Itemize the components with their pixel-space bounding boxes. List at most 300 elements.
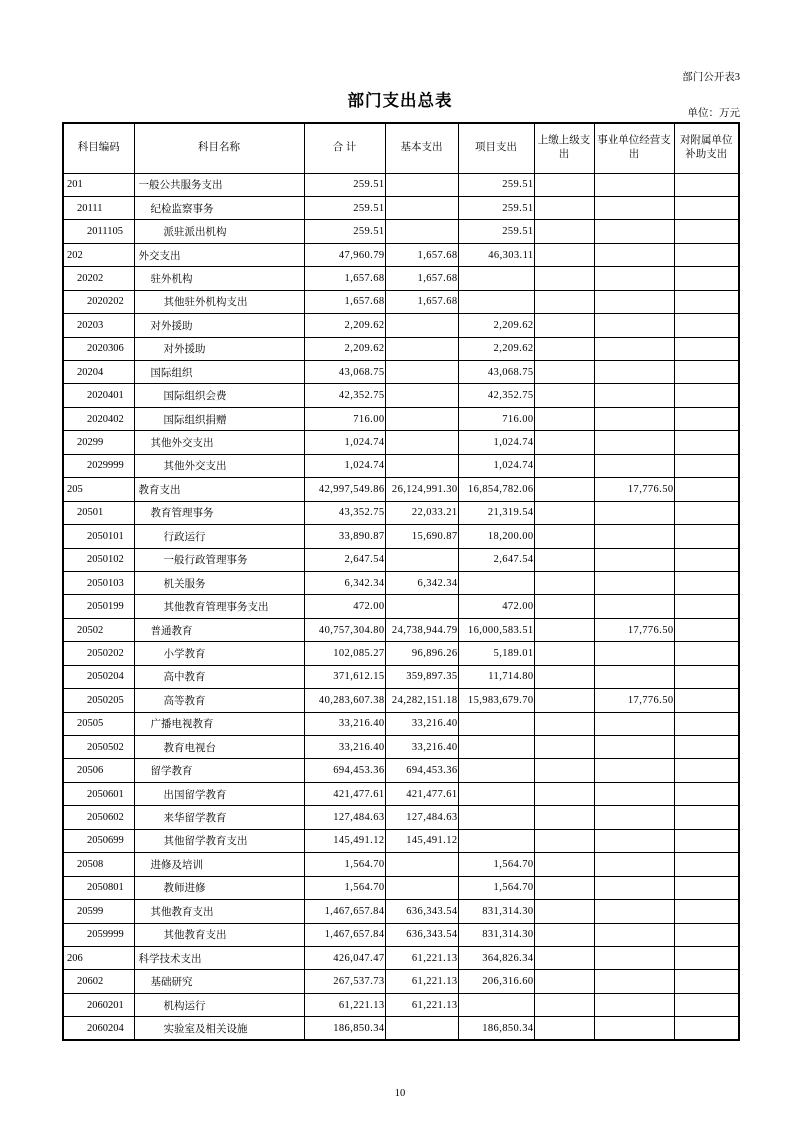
cell-project: 2,647.54 [458,548,534,571]
cell-basic [385,384,458,407]
cell-operating: 17,776.50 [594,478,674,501]
cell-basic: 26,124,991.30 [385,478,458,501]
cell-operating [594,900,674,923]
cell-name: 出国留学教育 [134,782,304,805]
cell-total: 426,047.47 [304,946,385,969]
cell-upper [534,923,594,946]
cell-total: 259.51 [304,196,385,219]
cell-total: 371,612.15 [304,665,385,688]
table-row [63,595,739,618]
expenditure-table [62,122,740,1041]
cell-subsidy [674,829,739,852]
cell-name: 来华留学教育 [134,806,304,829]
cell-code: 2050602 [63,806,134,829]
cell-name: 进修及培训 [134,853,304,876]
cell-basic [385,853,458,876]
cell-project: 15,983,679.70 [458,689,534,712]
cell-code: 20501 [63,501,134,524]
cell-subsidy [674,946,739,969]
cell-basic [385,431,458,454]
cell-project: 716.00 [458,407,534,430]
cell-upper [534,548,594,571]
cell-name: 基础研究 [134,970,304,993]
cell-operating [594,407,674,430]
cell-subsidy [674,853,739,876]
cell-subsidy [674,876,739,899]
cell-basic [385,196,458,219]
cell-subsidy [674,665,739,688]
cell-upper [534,900,594,923]
cell-subsidy [674,478,739,501]
cell-operating [594,454,674,477]
cell-name: 教育电视台 [134,736,304,759]
cell-total: 33,890.87 [304,525,385,548]
cell-project: 1,564.70 [458,853,534,876]
doc-label: 部门公开表3 [682,72,740,83]
table-row [63,689,739,712]
cell-code: 2050103 [63,571,134,594]
cell-upper [534,571,594,594]
cell-upper [534,806,594,829]
cell-project [458,806,534,829]
cell-code: 2011105 [63,220,134,243]
cell-subsidy [674,618,739,641]
cell-project: 259.51 [458,220,534,243]
table-row [63,267,739,290]
cell-total: 43,352.75 [304,501,385,524]
cell-project: 1,564.70 [458,876,534,899]
cell-subsidy [674,642,739,665]
cell-subsidy [674,970,739,993]
cell-operating [594,384,674,407]
cell-name: 其他驻外机构支出 [134,290,304,313]
table-row [63,876,739,899]
cell-basic [385,173,458,196]
cell-project: 259.51 [458,173,534,196]
cell-total: 1,564.70 [304,876,385,899]
cell-subsidy [674,501,739,524]
cell-upper [534,618,594,641]
cell-code: 2029999 [63,454,134,477]
cell-name: 实验室及相关设施 [134,1017,304,1040]
cell-code: 2050204 [63,665,134,688]
cell-subsidy [674,361,739,384]
cell-upper [534,1017,594,1040]
table-row [63,454,739,477]
cell-operating [594,548,674,571]
cell-upper [534,501,594,524]
cell-upper [534,220,594,243]
cell-code: 205 [63,478,134,501]
cell-subsidy [674,571,739,594]
cell-name: 纪检监察事务 [134,196,304,219]
cell-upper [534,361,594,384]
cell-total: 1,564.70 [304,853,385,876]
cell-basic: 1,657.68 [385,243,458,266]
cell-project [458,993,534,1016]
cell-basic [385,337,458,360]
table-row [63,712,739,735]
cell-upper [534,876,594,899]
cell-basic [385,1017,458,1040]
cell-subsidy [674,384,739,407]
column-header-code: 科目编码 [63,123,134,173]
cell-basic: 15,690.87 [385,525,458,548]
cell-operating [594,243,674,266]
cell-total: 259.51 [304,173,385,196]
cell-subsidy [674,290,739,313]
cell-operating [594,923,674,946]
cell-subsidy [674,736,739,759]
cell-project: 2,209.62 [458,337,534,360]
column-header-operating: 事业单位经营支出 [594,123,674,173]
cell-basic: 61,221.13 [385,993,458,1016]
cell-total: 145,491.12 [304,829,385,852]
cell-operating [594,736,674,759]
cell-project: 5,189.01 [458,642,534,665]
cell-basic [385,548,458,571]
cell-total: 259.51 [304,220,385,243]
cell-code: 2060204 [63,1017,134,1040]
cell-operating [594,431,674,454]
cell-project: 11,714.80 [458,665,534,688]
cell-project: 2,209.62 [458,314,534,337]
cell-total: 1,024.74 [304,431,385,454]
cell-code: 2050801 [63,876,134,899]
cell-code: 20602 [63,970,134,993]
cell-basic: 33,216.40 [385,736,458,759]
cell-subsidy [674,782,739,805]
cell-operating [594,1017,674,1040]
cell-subsidy [674,220,739,243]
cell-basic [385,454,458,477]
cell-upper [534,829,594,852]
cell-name: 其他留学教育支出 [134,829,304,852]
cell-total: 42,352.75 [304,384,385,407]
column-header-upper: 上缴上级支出 [534,123,594,173]
cell-upper [534,454,594,477]
cell-code: 2059999 [63,923,134,946]
cell-basic: 1,657.68 [385,267,458,290]
cell-code: 2050601 [63,782,134,805]
cell-code: 20505 [63,712,134,735]
cell-code: 20508 [63,853,134,876]
cell-basic: 96,896.26 [385,642,458,665]
table-row [63,220,739,243]
cell-upper [534,759,594,782]
cell-operating [594,314,674,337]
cell-project: 46,303.11 [458,243,534,266]
cell-total: 33,216.40 [304,736,385,759]
cell-code: 2050102 [63,548,134,571]
column-header-total: 合 计 [304,123,385,173]
cell-basic [385,595,458,618]
cell-upper [534,853,594,876]
cell-name: 小学教育 [134,642,304,665]
cell-basic: 636,343.54 [385,900,458,923]
table-row [63,431,739,454]
cell-upper [534,525,594,548]
cell-name: 教育支出 [134,478,304,501]
cell-project: 43,068.75 [458,361,534,384]
cell-upper [534,478,594,501]
cell-subsidy [674,525,739,548]
table-row [63,1017,739,1040]
cell-total: 127,484.63 [304,806,385,829]
cell-name: 驻外机构 [134,267,304,290]
cell-upper [534,595,594,618]
table-row [63,782,739,805]
cell-project [458,290,534,313]
table-row [63,337,739,360]
cell-basic [385,876,458,899]
cell-basic: 421,477.61 [385,782,458,805]
cell-subsidy [674,407,739,430]
page-title: 部门支出总表 [347,91,453,110]
cell-total: 1,024.74 [304,454,385,477]
cell-code: 2020202 [63,290,134,313]
cell-total: 472.00 [304,595,385,618]
cell-operating [594,829,674,852]
cell-name: 一般行政管理事务 [134,548,304,571]
cell-subsidy [674,337,739,360]
cell-operating [594,853,674,876]
cell-code: 2050202 [63,642,134,665]
cell-operating [594,946,674,969]
cell-code: 20203 [63,314,134,337]
cell-code: 20299 [63,431,134,454]
cell-project: 16,854,782.06 [458,478,534,501]
cell-upper [534,384,594,407]
cell-project: 186,850.34 [458,1017,534,1040]
cell-name: 派驻派出机构 [134,220,304,243]
cell-code: 2050101 [63,525,134,548]
cell-operating [594,267,674,290]
cell-subsidy [674,900,739,923]
cell-project: 472.00 [458,595,534,618]
cell-upper [534,665,594,688]
cell-operating [594,501,674,524]
cell-upper [534,407,594,430]
table-header [63,123,739,173]
cell-code: 2020306 [63,337,134,360]
table-row [63,407,739,430]
cell-total: 186,850.34 [304,1017,385,1040]
cell-operating: 17,776.50 [594,618,674,641]
cell-total: 40,283,607.38 [304,689,385,712]
cell-name: 广播电视教育 [134,712,304,735]
cell-name: 高中教育 [134,665,304,688]
cell-total: 2,209.62 [304,337,385,360]
cell-code: 2020402 [63,407,134,430]
cell-project [458,571,534,594]
cell-project [458,736,534,759]
table-row [63,525,739,548]
cell-code: 20204 [63,361,134,384]
table-row [63,759,739,782]
cell-operating [594,782,674,805]
cell-total: 102,085.27 [304,642,385,665]
cell-basic: 6,342.34 [385,571,458,594]
table-row [63,361,739,384]
cell-project [458,759,534,782]
cell-upper [534,290,594,313]
cell-total: 40,757,304.80 [304,618,385,641]
table-row [63,970,739,993]
cell-total: 1,467,657.84 [304,900,385,923]
cell-name: 教育管理事务 [134,501,304,524]
cell-name: 机构运行 [134,993,304,1016]
cell-upper [534,736,594,759]
cell-operating [594,876,674,899]
cell-basic: 33,216.40 [385,712,458,735]
cell-subsidy [674,759,739,782]
cell-subsidy [674,806,739,829]
cell-total: 1,657.68 [304,267,385,290]
table-row [63,993,739,1016]
cell-upper [534,970,594,993]
cell-basic [385,314,458,337]
cell-basic: 61,221.13 [385,946,458,969]
cell-project: 21,319.54 [458,501,534,524]
cell-name: 国际组织捐赠 [134,407,304,430]
table-row [63,900,739,923]
cell-upper [534,267,594,290]
table-row [63,806,739,829]
table-row [63,946,739,969]
cell-basic [385,220,458,243]
cell-code: 202 [63,243,134,266]
table-row [63,642,739,665]
cell-upper [534,689,594,712]
cell-upper [534,782,594,805]
cell-code: 20506 [63,759,134,782]
cell-name: 其他外交支出 [134,454,304,477]
cell-total: 716.00 [304,407,385,430]
cell-code: 2050502 [63,736,134,759]
cell-operating [594,173,674,196]
table-row [63,290,739,313]
table-row [63,196,739,219]
table-row [63,501,739,524]
cell-code: 20502 [63,618,134,641]
cell-subsidy [674,1017,739,1040]
table-row [63,736,739,759]
table-row [63,665,739,688]
cell-total: 694,453.36 [304,759,385,782]
cell-code: 2020401 [63,384,134,407]
cell-basic: 636,343.54 [385,923,458,946]
cell-operating [594,759,674,782]
cell-project: 206,316.60 [458,970,534,993]
cell-subsidy [674,431,739,454]
cell-operating [594,642,674,665]
cell-total: 33,216.40 [304,712,385,735]
cell-upper [534,196,594,219]
cell-code: 20202 [63,267,134,290]
cell-name: 科学技术支出 [134,946,304,969]
cell-upper [534,642,594,665]
cell-basic: 24,282,151.18 [385,689,458,712]
cell-operating [594,571,674,594]
cell-total: 42,997,549.86 [304,478,385,501]
table-row [63,571,739,594]
cell-name: 普通教育 [134,618,304,641]
cell-subsidy [674,454,739,477]
cell-code: 20111 [63,196,134,219]
table-row [63,243,739,266]
cell-total: 43,068.75 [304,361,385,384]
cell-project [458,782,534,805]
cell-basic [385,361,458,384]
cell-name: 对外援助 [134,314,304,337]
cell-basic: 359,897.35 [385,665,458,688]
cell-code: 206 [63,946,134,969]
cell-subsidy [674,196,739,219]
cell-subsidy [674,243,739,266]
column-header-project: 项目支出 [458,123,534,173]
cell-project: 831,314.30 [458,923,534,946]
unit-note: 单位：万元 [687,108,740,119]
cell-total: 1,467,657.84 [304,923,385,946]
cell-operating [594,970,674,993]
cell-operating [594,595,674,618]
cell-operating [594,665,674,688]
cell-total: 1,657.68 [304,290,385,313]
cell-basic [385,407,458,430]
cell-name: 外交支出 [134,243,304,266]
page-number: 10 [394,1088,406,1099]
cell-operating [594,196,674,219]
cell-basic: 127,484.63 [385,806,458,829]
cell-operating [594,361,674,384]
cell-basic: 24,738,944.79 [385,618,458,641]
table-row [63,923,739,946]
cell-name: 国际组织 [134,361,304,384]
table-row [63,618,739,641]
cell-project [458,267,534,290]
cell-project: 259.51 [458,196,534,219]
cell-total: 2,209.62 [304,314,385,337]
table-body [63,173,739,1040]
header-row [63,123,739,173]
cell-code: 201 [63,173,134,196]
cell-operating [594,806,674,829]
cell-name: 高等教育 [134,689,304,712]
table-row [63,384,739,407]
cell-basic: 145,491.12 [385,829,458,852]
cell-subsidy [674,173,739,196]
cell-name: 一般公共服务支出 [134,173,304,196]
cell-name: 其他外交支出 [134,431,304,454]
cell-project: 16,000,583.51 [458,618,534,641]
cell-upper [534,243,594,266]
cell-upper [534,946,594,969]
column-header-name: 科目名称 [134,123,304,173]
cell-name: 其他教育管理事务支出 [134,595,304,618]
cell-operating [594,993,674,1016]
cell-basic: 61,221.13 [385,970,458,993]
cell-project: 831,314.30 [458,900,534,923]
cell-total: 2,647.54 [304,548,385,571]
cell-basic: 22,033.21 [385,501,458,524]
cell-total: 61,221.13 [304,993,385,1016]
cell-total: 267,537.73 [304,970,385,993]
cell-subsidy [674,267,739,290]
cell-name: 其他教育支出 [134,900,304,923]
cell-name: 国际组织会费 [134,384,304,407]
cell-operating [594,337,674,360]
